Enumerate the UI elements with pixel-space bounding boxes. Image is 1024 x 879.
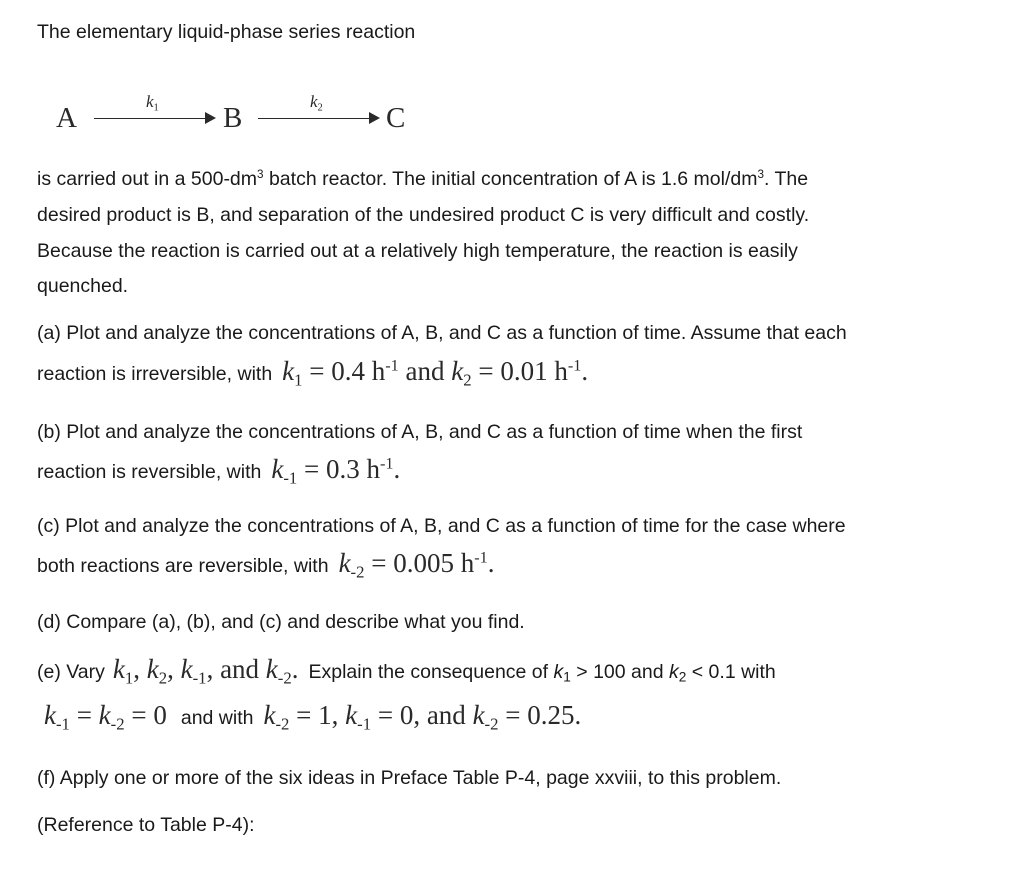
description-line-1: is carried out in a $500-dm^3$ batch reactor. The initial concentration of A is 1.6 mol/$dm^3$. The bbox=[37, 167, 809, 190]
description-line-4: quenched. bbox=[37, 275, 129, 297]
reaction-scheme bbox=[48, 90, 448, 150]
species-c: C bbox=[386, 102, 406, 134]
part-e-zero-condition: $k_{-1} = k_{-2} = 0$ bbox=[44, 700, 167, 734]
part-b-equation: $k_{-1} = 0.3$ $h^{-1}$. bbox=[271, 454, 401, 488]
part-e-vary-list: $k_1$, $k_2$, $k_{-1}$, and $k_{-2}$. bbox=[112, 654, 299, 688]
k1-label: $k_1$ bbox=[146, 92, 159, 114]
part-f-line-1: (f) Apply one or more of the six ideas in Preface Table P-4, page xxviii, to this problem. bbox=[37, 767, 782, 789]
species-a: A bbox=[56, 102, 77, 134]
part-e-line-1: (e) Vary $k_1$, $k_2$, $k_{-1}$, and $k_{-2}$. Explain the consequence of $k_1 > 100$ and $k_2 < 0.1$ with bbox=[37, 654, 776, 688]
part-a-equation: $k_1 = 0.4$ $h^{-1}$ and $k_2 = 0.01$ $h^{-1}$. bbox=[282, 356, 589, 390]
k2-label: $k_2$ bbox=[310, 92, 323, 114]
part-c-equation: $k_{-2} = 0.005$ $h^{-1}$. bbox=[338, 548, 495, 582]
description-line-3: Because the reaction is carried out at a relatively high temperature, the reaction is easily bbox=[37, 240, 798, 262]
part-b-line-2: reaction is reversible, with $k_{-1} = 0.3$ $h^{-1}$. bbox=[37, 454, 401, 488]
part-c-line-1: (c) Plot and analyze the concentrations of A, B, and C as a function of time for the case where bbox=[37, 515, 846, 537]
part-d-line-1: (d) Compare (a), (b), and (c) and describe what you find. bbox=[37, 611, 525, 633]
part-a-line-1: (a) Plot and analyze the concentrations of A, B, and C as a function of time. Assume that each bbox=[37, 322, 847, 344]
part-e-line-2: $k_{-1} = k_{-2} = 0$ and with $k_{-2} = 1$, $k_{-1} = 0$, and $k_{-2} = 0.25$. bbox=[44, 700, 582, 734]
part-b-line-1: (b) Plot and analyze the concentrations of A, B, and C as a function of time when the first bbox=[37, 421, 803, 443]
part-e-values-condition: $k_{-2} = 1$, $k_{-1} = 0$, and $k_{-2} = 0.25$. bbox=[263, 700, 582, 734]
part-c-line-2: both reactions are reversible, with $k_{-2} = 0.005$ $h^{-1}$. bbox=[37, 548, 495, 582]
intro-text: The elementary liquid-phase series reaction bbox=[37, 21, 416, 43]
species-b: B bbox=[223, 102, 243, 134]
part-e-explain: Explain the consequence of $k_1 > 100$ and $k_2 < 0.1$ with bbox=[308, 661, 776, 685]
part-a-line-2: reaction is irreversible, with $k_1 = 0.4$ $h^{-1}$ and $k_2 = 0.01$ $h^{-1}$. bbox=[37, 356, 589, 390]
arrow-k1 bbox=[94, 92, 214, 119]
description-line-2: desired product is B, and separation of the undesired product C is very difficult and costly. bbox=[37, 204, 810, 226]
part-f-line-2: (Reference to Table P-4): bbox=[37, 814, 255, 836]
arrow-k2 bbox=[258, 92, 378, 119]
